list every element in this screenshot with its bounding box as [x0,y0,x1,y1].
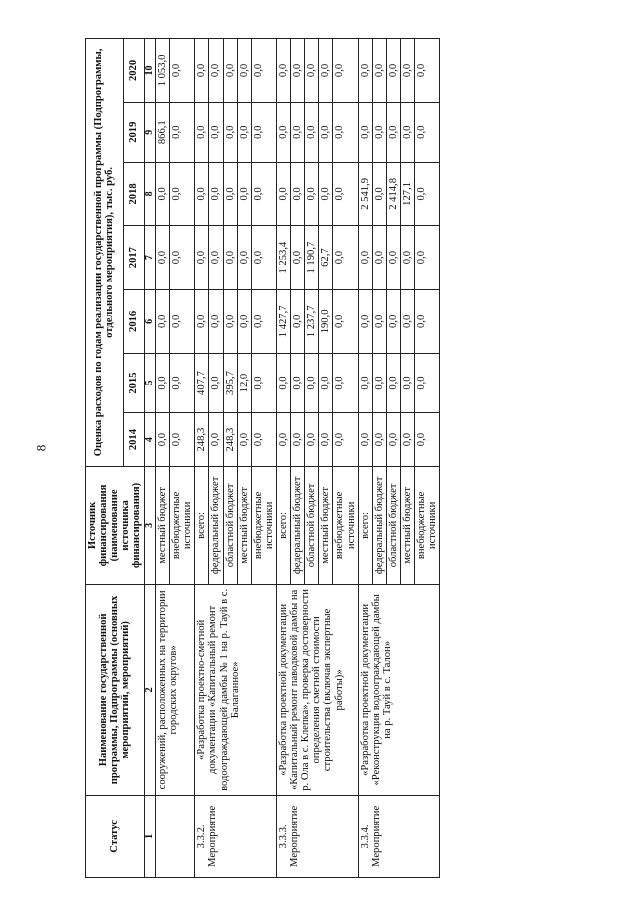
status-code: 3.3.2. [196,824,208,849]
year-header-2015: 2015 [123,353,144,413]
value-cell-2019: 866,1 [156,102,170,162]
value-cell-2015: 0,0 [319,353,333,413]
year-header-2014: 2014 [123,413,144,466]
status-cell [358,795,440,877]
value-cell-2017: 1 253,4 [277,226,291,290]
funding-source: областной бюджет [223,466,237,584]
value-cell-2015: 0,0 [291,353,305,413]
value-cell-2016: 0,0 [386,289,400,353]
value-cell-2017: 0,0 [237,226,251,290]
value-cell-2018: 0,0 [223,162,237,226]
value-cell-2019: 0,0 [223,102,237,162]
value-cell-2017: 1 190,7 [305,226,319,290]
value-cell-2014: 0,0 [401,413,415,466]
value-cell-2016: 0,0 [237,289,251,353]
column-number: 5 [144,353,156,413]
value-cell-2018: 0,0 [415,162,440,226]
table-row [358,39,372,878]
value-cell-2014: 248,3 [195,413,209,466]
value-cell-2017: 0,0 [415,226,440,290]
value-cell-2014: 0,0 [209,413,223,466]
value-cell-2018: 0,0 [277,162,291,226]
value-cell-2017: 0,0 [209,226,223,290]
value-cell-2018: 0,0 [251,162,276,226]
value-cell-2019: 0,0 [277,102,291,162]
value-cell-2017: 0,0 [358,226,372,290]
column-number: 3 [144,466,156,584]
value-cell-2020: 0,0 [333,39,358,103]
value-cell-2019: 0,0 [415,102,440,162]
funding-source: внебюджетные источники [333,466,358,584]
value-cell-2014: 0,0 [415,413,440,466]
value-cell-2014: 0,0 [358,413,372,466]
table-row [156,39,170,878]
column-number: 2 [144,585,156,796]
value-cell-2015: 0,0 [386,353,400,413]
status-code: 3.3.3. [278,824,290,849]
status-code: 3.3.4. [359,824,371,849]
value-cell-2016: 0,0 [415,289,440,353]
value-cell-2014: 0,0 [372,413,386,466]
value-cell-2020: 0,0 [195,39,209,103]
value-cell-2016: 1 237,7 [305,289,319,353]
measure-name: «Разработка проектной документации «Капитальный ремонт паводковой дамбы на р. Ола в с. Клепка», проверка достоверности определения сметной стоимости строительства (включая экспертные работы)» [277,585,359,796]
column-number: 6 [144,289,156,353]
value-cell-2014: 0,0 [156,413,170,466]
value-cell-2017: 0,0 [372,226,386,290]
year-header-2018: 2018 [123,162,144,226]
value-cell-2016: 0,0 [209,289,223,353]
column-number: 8 [144,162,156,226]
value-cell-2014: 0,0 [319,413,333,466]
column-number-row [144,39,156,878]
value-cell-2017: 0,0 [156,226,170,290]
status-label: Мероприятие [370,805,382,867]
value-cell-2015: 0,0 [358,353,372,413]
value-cell-2019: 0,0 [209,102,223,162]
value-cell-2015: 0,0 [333,353,358,413]
header-name: Наименование государственной программы, Подпрограммы (основных мероприятий, мероприятий) [86,585,145,796]
funding-source: местный бюджет [237,466,251,584]
funding-source: федеральный бюджет [372,466,386,584]
value-cell-2018: 0,0 [372,162,386,226]
status-label: Мероприятие [289,805,301,867]
value-cell-2017: 0,0 [291,226,305,290]
page-number: 8 [33,444,49,452]
value-cell-2016: 0,0 [170,289,195,353]
year-header-2019: 2019 [123,102,144,162]
value-cell-2015: 0,0 [305,353,319,413]
status-label: Мероприятие [207,805,219,867]
table-row [195,39,209,878]
funding-source: всего: [277,466,291,584]
value-cell-2020: 0,0 [223,39,237,103]
value-cell-2017: 0,0 [170,226,195,290]
value-cell-2020: 0,0 [170,39,195,103]
value-cell-2016: 0,0 [401,289,415,353]
value-cell-2014: 248,3 [223,413,237,466]
value-cell-2019: 0,0 [170,102,195,162]
value-cell-2017: 0,0 [333,226,358,290]
status-cell [156,795,195,877]
value-cell-2019: 0,0 [291,102,305,162]
measure-name: «Разработка проектно-сметной документации «Капитальный ремонт водоограждающей дамбы № 1 на р. Тауй в с. Балаганное» [195,585,277,796]
year-header-2017: 2017 [123,226,144,290]
value-cell-2020: 0,0 [386,39,400,103]
value-cell-2020: 0,0 [209,39,223,103]
value-cell-2018: 0,0 [237,162,251,226]
value-cell-2020: 0,0 [251,39,276,103]
table-body [156,39,440,878]
value-cell-2020: 0,0 [237,39,251,103]
year-header-2020: 2020 [123,39,144,103]
value-cell-2018: 0,0 [170,162,195,226]
value-cell-2014: 0,0 [251,413,276,466]
column-number: 10 [144,39,156,103]
funding-source: местный бюджет [401,466,415,584]
value-cell-2014: 0,0 [170,413,195,466]
column-number: 9 [144,102,156,162]
value-cell-2020: 0,0 [277,39,291,103]
status-cell [277,795,359,877]
funding-source: внебюджетные источники [170,466,195,584]
value-cell-2016: 0,0 [251,289,276,353]
value-cell-2015: 0,0 [277,353,291,413]
financing-table [85,38,440,878]
value-cell-2018: 0,0 [319,162,333,226]
value-cell-2020: 0,0 [291,39,305,103]
value-cell-2015: 0,0 [415,353,440,413]
value-cell-2019: 0,0 [358,102,372,162]
header-estimate: Оценка расходов по годам реализации государственной программы (Подпрограммы, отдельного мероприятия), тыс. руб. [86,39,124,467]
value-cell-2014: 0,0 [305,413,319,466]
value-cell-2016: 190,0 [319,289,333,353]
year-header-2016: 2016 [123,289,144,353]
value-cell-2014: 0,0 [386,413,400,466]
value-cell-2017: 62,7 [319,226,333,290]
value-cell-2017: 0,0 [223,226,237,290]
value-cell-2020: 0,0 [372,39,386,103]
value-cell-2018: 0,0 [305,162,319,226]
value-cell-2016: 0,0 [291,289,305,353]
value-cell-2016: 0,0 [333,289,358,353]
value-cell-2019: 0,0 [401,102,415,162]
value-cell-2018: 0,0 [291,162,305,226]
table-row [277,39,291,878]
funding-source: местный бюджет [156,466,170,584]
value-cell-2017: 0,0 [195,226,209,290]
value-cell-2017: 0,0 [401,226,415,290]
value-cell-2019: 0,0 [333,102,358,162]
value-cell-2018: 127,1 [401,162,415,226]
value-cell-2019: 0,0 [372,102,386,162]
value-cell-2016: 0,0 [195,289,209,353]
funding-source: внебюджетные источники [415,466,440,584]
funding-source: местный бюджет [319,466,333,584]
funding-source: всего: [358,466,372,584]
value-cell-2015: 0,0 [401,353,415,413]
value-cell-2020: 0,0 [401,39,415,103]
value-cell-2014: 0,0 [237,413,251,466]
value-cell-2017: 0,0 [386,226,400,290]
value-cell-2016: 0,0 [358,289,372,353]
value-cell-2016: 0,0 [223,289,237,353]
funding-source: федеральный бюджет [291,466,305,584]
value-cell-2018: 0,0 [333,162,358,226]
status-cell [195,795,277,877]
value-cell-2016: 0,0 [372,289,386,353]
value-cell-2020: 0,0 [358,39,372,103]
value-cell-2020: 0,0 [319,39,333,103]
value-cell-2019: 0,0 [237,102,251,162]
column-number: 7 [144,226,156,290]
value-cell-2018: 0,0 [195,162,209,226]
value-cell-2016: 1 427,7 [277,289,291,353]
value-cell-2019: 0,0 [319,102,333,162]
header-status: Статус [86,795,145,877]
value-cell-2020: 1 053,0 [156,39,170,103]
value-cell-2015: 395,7 [223,353,237,413]
header-source: Источник финансирования (наименование источника финансирования) [86,466,145,584]
value-cell-2018: 0,0 [156,162,170,226]
value-cell-2018: 0,0 [209,162,223,226]
value-cell-2015: 12,0 [237,353,251,413]
value-cell-2018: 2 414,8 [386,162,400,226]
value-cell-2019: 0,0 [305,102,319,162]
measure-name: сооружений, расположенных на территории городских округов» [156,585,195,796]
value-cell-2020: 0,0 [305,39,319,103]
rotated-table-container [85,38,640,878]
column-number: 1 [144,795,156,877]
value-cell-2015: 0,0 [372,353,386,413]
funding-source: областной бюджет [305,466,319,584]
value-cell-2015: 0,0 [251,353,276,413]
value-cell-2014: 0,0 [333,413,358,466]
value-cell-2015: 0,0 [170,353,195,413]
value-cell-2014: 0,0 [291,413,305,466]
value-cell-2019: 0,0 [386,102,400,162]
value-cell-2018: 2 541,9 [358,162,372,226]
funding-source: всего: [195,466,209,584]
column-number: 4 [144,413,156,466]
value-cell-2014: 0,0 [277,413,291,466]
value-cell-2017: 0,0 [251,226,276,290]
funding-source: внебюджетные источники [251,466,276,584]
value-cell-2016: 0,0 [156,289,170,353]
value-cell-2015: 0,0 [156,353,170,413]
measure-name: «Разработка проектной документации «Реконструкция водоограждающей дамбы на р. Тауй в с. Талон» [358,585,440,796]
value-cell-2020: 0,0 [415,39,440,103]
value-cell-2019: 0,0 [195,102,209,162]
funding-source: областной бюджет [386,466,400,584]
value-cell-2015: 407,7 [195,353,209,413]
value-cell-2019: 0,0 [251,102,276,162]
funding-source: федеральный бюджет [209,466,223,584]
value-cell-2015: 0,0 [209,353,223,413]
